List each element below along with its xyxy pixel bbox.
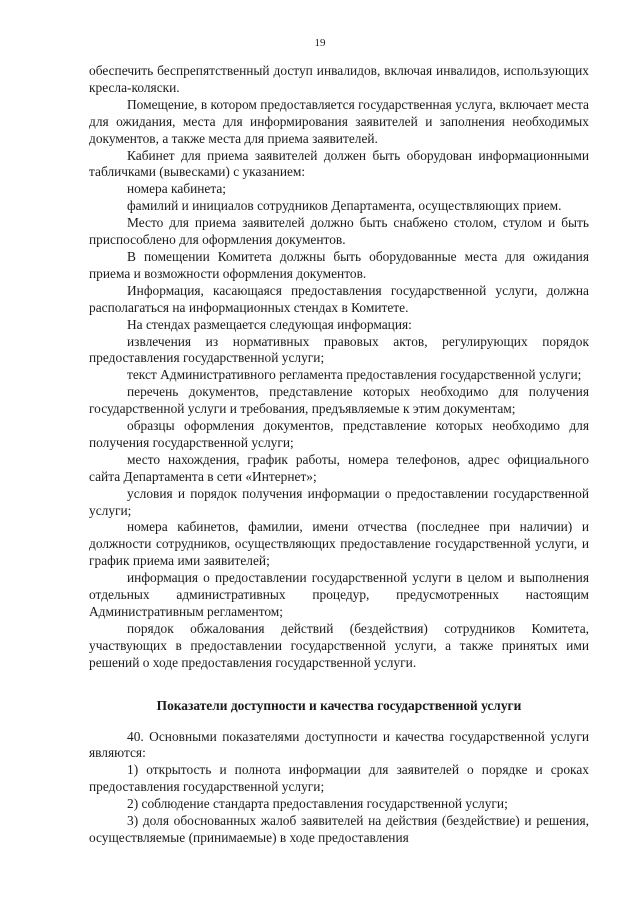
paragraph: Место для приема заявителей должно быть снабжено столом, стулом и быть приспособлено для оформления документов. [89, 215, 589, 248]
paragraphs-top [89, 63, 589, 672]
paragraph: На стендах размещается следующая информация: [127, 316, 412, 332]
paragraph: перечень документов, представление которых необходимо для получения государственной услуги и требования, предъявляемые к этим документам; [89, 384, 589, 417]
paragraph: номера кабинета; [127, 181, 227, 197]
paragraph: 2) соблюдение стандарта предоставления государственной услуги; [127, 796, 508, 812]
paragraphs-bottom [89, 729, 589, 847]
paragraph: извлечения из нормативных правовых актов, регулирующих порядок предоставления государственной услуги; [89, 333, 589, 366]
paragraph: порядок обжалования действий (бездействия) сотрудников Комитета, участвующих в предоставлении государственной услуги, а также принятых ими решений о ходе предоставления государственной услуги. [89, 620, 589, 670]
paragraph: Информация, касающаяся предоставления государственной услуги, должна располагаться на информационных стендах в Комитете. [89, 282, 589, 315]
paragraph: обеспечить беспрепятственный доступ инвалидов, включая инвалидов, использующих кресла-коляски. [89, 63, 589, 95]
document-body [89, 63, 589, 847]
paragraph: Помещение, в котором предоставляется государственная услуга, включает места для ожидания, места для информирования заявителей и заполнения необходимых документов, а также места для приема заявителей. [89, 96, 589, 146]
paragraph: 40. Основными показателями доступности и качества государственной услуги являются: [89, 728, 589, 761]
paragraph: номера кабинетов, фамилии, имени отчества (последнее при наличии) и должности сотрудников, осуществляющих предоставление государственной услуги, и график приема ими заявителей; [89, 519, 589, 569]
paragraph: информация о предоставлении государственной услуги в целом и выполнения отдельных административных процедур, предусмотренных настоящим Административным регламентом; [89, 570, 589, 619]
page-number: 19 [314, 37, 326, 49]
paragraph: фамилий и инициалов сотрудников Департамента, осуществляющих прием. [127, 198, 562, 214]
paragraph: условия и порядок получения информации о предоставлении государственной услуги; [89, 485, 589, 518]
paragraph: В помещении Комитета должны быть оборудованные места для ожидания приема и возможности оформления документов. [89, 248, 589, 281]
paragraph: образцы оформления документов, представление которых необходимо для получения государственной услуги; [89, 418, 589, 450]
section-heading: Показатели доступности и качества государственной услуги [156, 697, 522, 713]
paragraph: место нахождения, график работы, номера телефонов, адрес официального сайта Департамента в сети «Интернет»; [89, 451, 589, 484]
paragraph: 1) открытость и полнота информации для заявителей о порядке и сроках предоставления государственной услуги; [89, 762, 589, 795]
paragraph: Кабинет для приема заявителей должен быть оборудован информационными табличками (вывесками) с указанием: [89, 147, 589, 180]
paragraph: 3) доля обоснованных жалоб заявителей на действия (бездействие) и решения, осуществляемые (принимаемые) в ходе предоставления [89, 813, 589, 845]
paragraph: текст Административного регламента предоставления государственной услуги; [127, 367, 582, 383]
